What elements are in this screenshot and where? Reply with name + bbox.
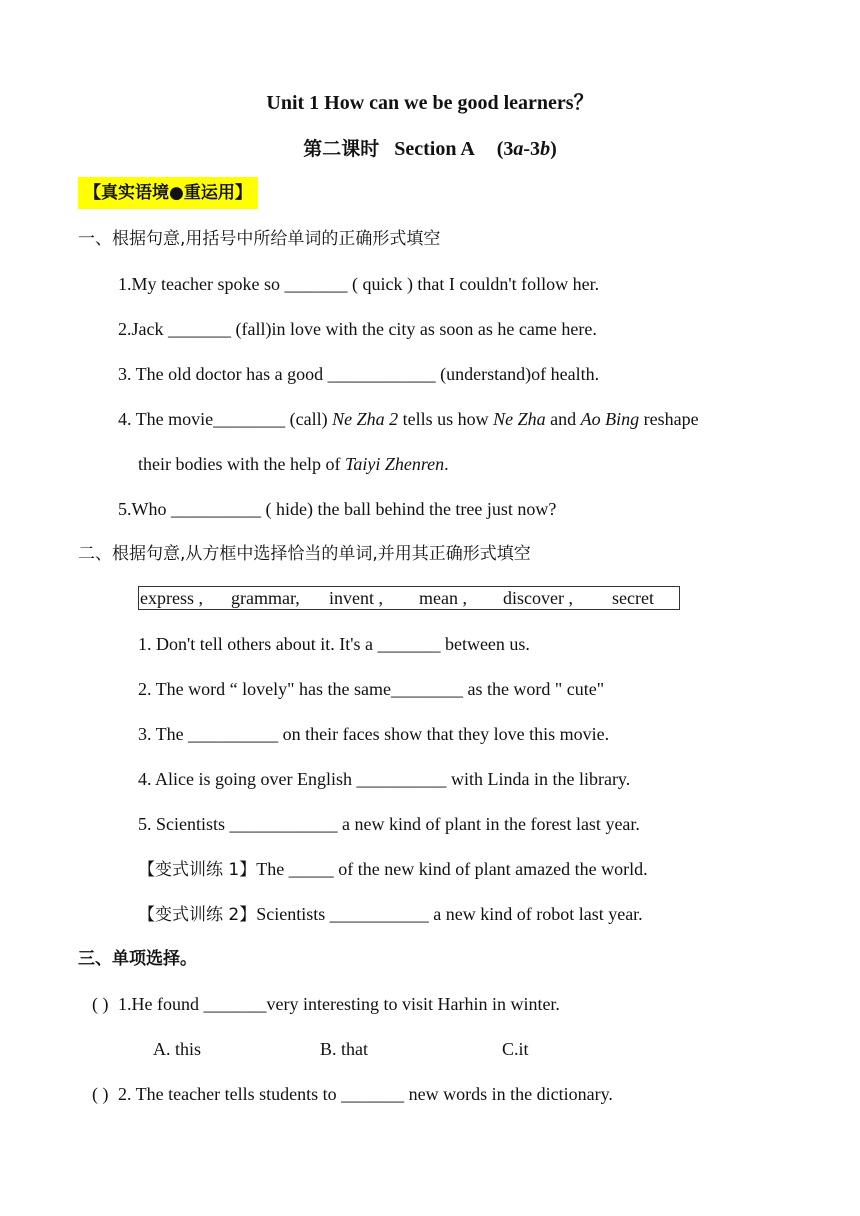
option-b: B. that xyxy=(320,1039,368,1059)
part1-question-4 xyxy=(118,408,699,430)
q4-text-5: their bodies with the help of xyxy=(138,454,345,474)
word-box-item: grammar, xyxy=(231,588,300,608)
q4-italic-1: Ne Zha 2 xyxy=(332,409,399,429)
part1-heading: 一、根据句意,用括号中所给单词的正确形式填空 xyxy=(78,229,441,249)
q4-italic-2: Ne Zha xyxy=(493,409,546,429)
variant-exercise-2 xyxy=(138,903,643,926)
part2-heading: 二、根据句意,从方框中选择恰当的单词,并用其正确形式填空 xyxy=(78,544,531,564)
part3-question-1: 1.He found _______very interesting to visit Harhin in winter. xyxy=(118,994,560,1014)
part3-heading: 三、单项选择。 xyxy=(78,949,197,969)
range-open: (3 xyxy=(496,138,514,160)
variant-2-label: 【变式训练 2】 xyxy=(138,905,257,925)
range-close: ) xyxy=(550,138,557,160)
subtitle-range xyxy=(497,138,557,160)
range-a: a xyxy=(513,138,524,160)
q4-text-4: reshape xyxy=(639,409,699,429)
part3-question-2: 2. The teacher tells students to _______ new words in the dictionary. xyxy=(118,1084,613,1104)
range-mid: -3 xyxy=(523,138,541,160)
variant-2-text: Scientists ___________ a new kind of robot last year. xyxy=(256,904,643,924)
part2-question-3: 3. The __________ on their faces show that they love this movie. xyxy=(138,724,610,744)
option-c: C.it xyxy=(502,1039,529,1059)
q4-italic-4: Taiyi Zhenren xyxy=(344,454,445,474)
word-box-item: secret xyxy=(612,588,654,608)
part1-question-2: 2.Jack _______ (fall)in love with the city as soon as he came here. xyxy=(118,319,597,339)
subtitle-cn: 第二课时 xyxy=(303,138,380,160)
part2-question-5: 5. Scientists ____________ a new kind of plant in the forest last year. xyxy=(138,814,640,834)
part3-answer-paren-2: ( ) xyxy=(92,1084,109,1104)
word-box-item: discover , xyxy=(503,588,573,608)
word-box xyxy=(138,586,680,610)
part2-question-4: 4. Alice is going over English __________ with Linda in the library. xyxy=(138,769,631,789)
word-box-item: mean , xyxy=(419,588,467,608)
page-subtitle xyxy=(0,138,860,160)
subtitle-section: Section A xyxy=(394,138,474,160)
variant-1-label: 【变式训练 1】 xyxy=(138,860,257,880)
part2-question-1: 1. Don't tell others about it. It's a _______ between us. xyxy=(138,634,530,654)
q4-text-3: and xyxy=(545,409,581,429)
section-badge: 【真实语境●重运用】 xyxy=(78,177,258,209)
part2-question-2: 2. The word “ lovely" has the same________ as the word " cute" xyxy=(138,679,605,699)
word-box-item: express , xyxy=(140,588,203,608)
range-b: b xyxy=(540,138,551,160)
variant-1-text: The _____ of the new kind of plant amazed the world. xyxy=(256,859,648,879)
word-box-item: invent , xyxy=(329,588,383,608)
page-title: Unit 1 How can we be good learners？ xyxy=(266,92,594,114)
part1-question-1: 1.My teacher spoke so _______ ( quick ) that I couldn't follow her. xyxy=(118,274,600,294)
option-a: A. this xyxy=(153,1039,202,1059)
part1-question-5: 5.Who __________ ( hide) the ball behind the tree just now? xyxy=(118,499,557,519)
part3-answer-paren-1: ( ) xyxy=(92,994,109,1014)
q4-text-6: . xyxy=(444,454,449,474)
variant-exercise-1 xyxy=(138,858,648,881)
part1-question-4-cont xyxy=(138,453,449,475)
q4-text-1: 4. The movie________ (call) xyxy=(118,409,333,429)
q4-italic-3: Ao Bing xyxy=(580,409,640,429)
part1-question-3: 3. The old doctor has a good ____________ (understand)of health. xyxy=(118,364,600,384)
q4-text-2: tells us how xyxy=(398,409,494,429)
